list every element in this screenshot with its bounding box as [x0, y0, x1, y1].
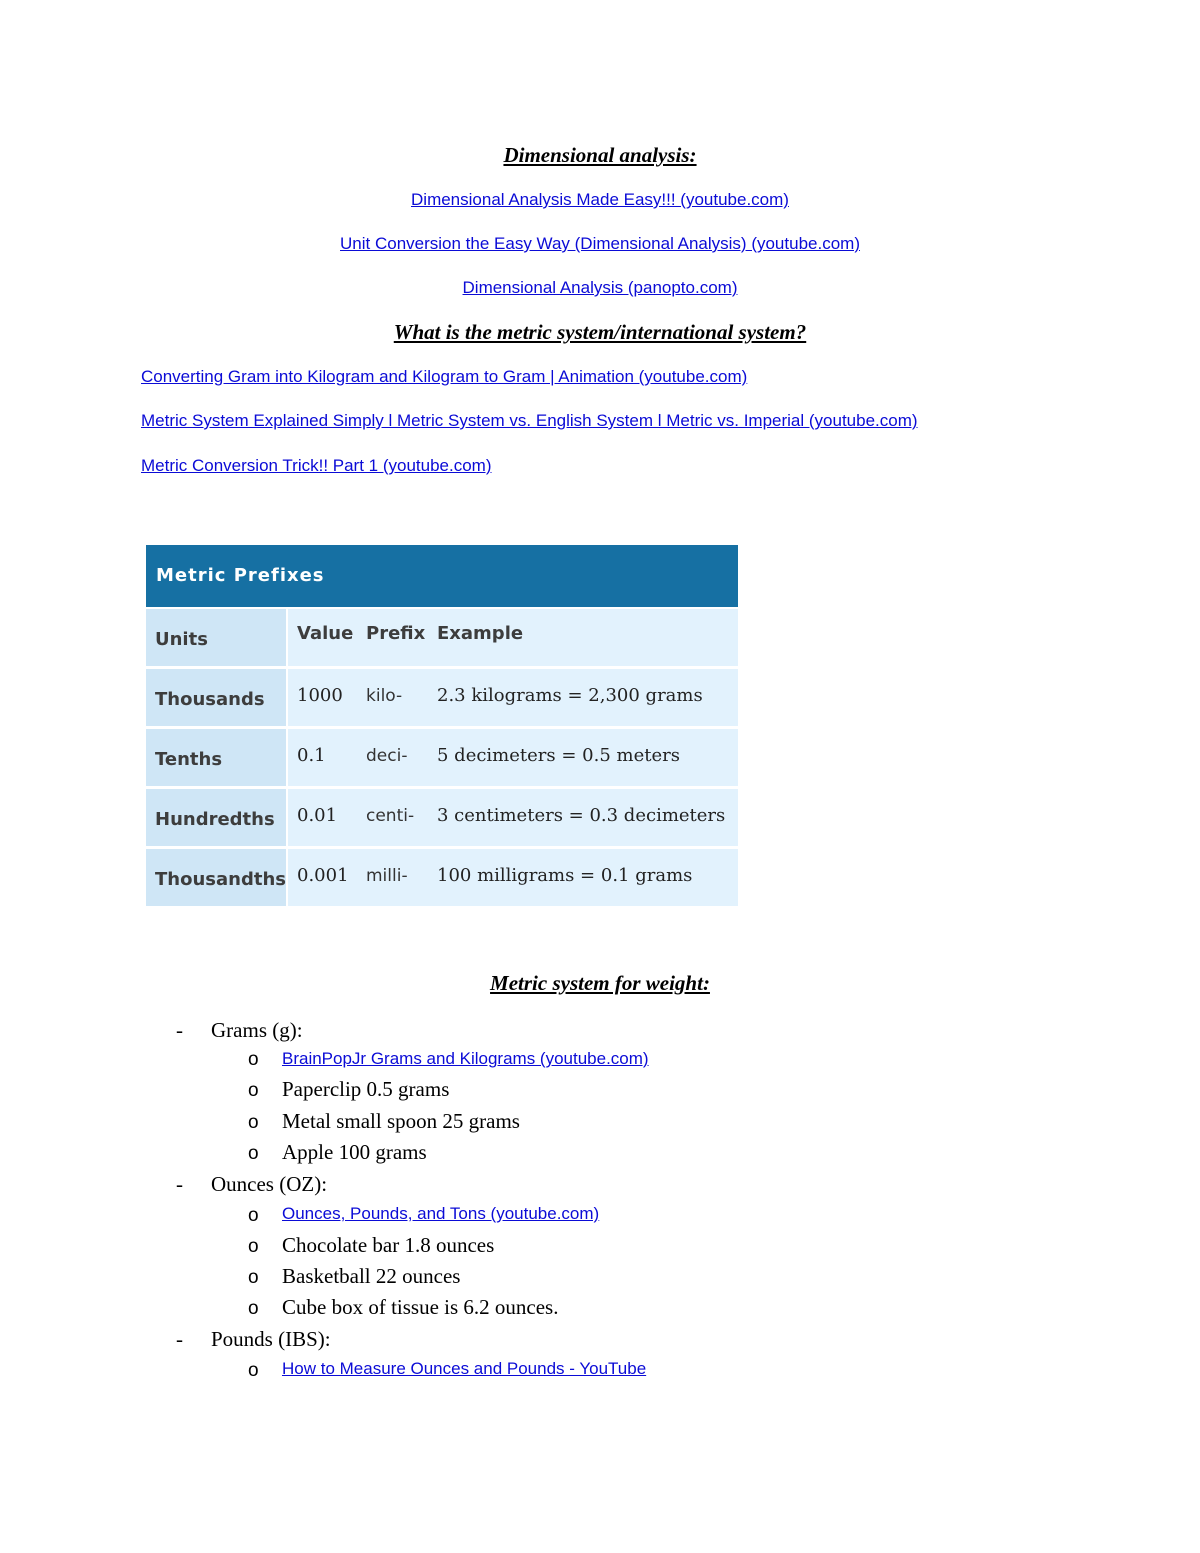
value-cell: 0.01 — [297, 805, 338, 826]
list-item: Basketball 22 ounces — [282, 1264, 461, 1288]
list-item: Cube box of tissue is 6.2 ounces. — [282, 1295, 559, 1319]
list-bullet: o — [248, 1112, 259, 1133]
list-item: Paperclip 0.5 grams — [282, 1077, 450, 1101]
metric-prefixes-table — [146, 545, 738, 907]
link-dimensional-analysis-panopto[interactable]: Dimensional Analysis (panopto.com) — [462, 278, 738, 297]
value-cell: 1000 — [297, 685, 343, 706]
link-unit-conversion-easy-way[interactable]: Unit Conversion the Easy Way (Dimensional Analysis) (youtube.com) — [340, 234, 860, 253]
header-value: Value — [297, 623, 354, 644]
table-row — [146, 789, 738, 846]
list-item: Metal small spoon 25 grams — [282, 1109, 520, 1133]
prefix-cell: deci- — [366, 746, 408, 766]
prefix-cell: centi- — [366, 806, 415, 826]
list-dash: - — [176, 1327, 183, 1351]
unit-cell — [146, 849, 286, 906]
list-bullet: o — [248, 1298, 259, 1319]
unit-cell — [146, 729, 286, 786]
list-item-ounces: Ounces (OZ): — [211, 1172, 328, 1196]
table-row — [146, 849, 738, 906]
list-bullet: o — [248, 1205, 259, 1226]
list-bullet: o — [248, 1080, 259, 1101]
table-row — [146, 669, 738, 726]
unit-label: Thousands — [155, 689, 265, 710]
list-item: Apple 100 grams — [282, 1140, 427, 1164]
example-cell: 3 centimeters = 0.3 decimeters — [437, 805, 726, 826]
table-row — [146, 729, 738, 786]
unit-cell — [146, 669, 286, 726]
list-item-pounds: Pounds (IBS): — [211, 1327, 331, 1351]
list-item: Chocolate bar 1.8 ounces — [282, 1233, 495, 1257]
heading-dimensional-analysis: Dimensional analysis: — [503, 143, 697, 167]
header-units: Units — [155, 629, 208, 650]
list-bullet: o — [248, 1360, 259, 1381]
unit-label: Thousandths — [155, 869, 286, 890]
value-cell: 0.1 — [297, 745, 326, 766]
list-bullet: o — [248, 1049, 259, 1070]
example-cell: 2.3 kilograms = 2,300 grams — [437, 685, 703, 706]
prefix-cell: milli- — [366, 866, 408, 886]
link-metric-system-explained[interactable]: Metric System Explained Simply l Metric System vs. English System l Metric vs. Imperial (youtube.com) — [141, 411, 918, 430]
value-cell: 0.001 — [297, 865, 349, 886]
list-bullet: o — [248, 1267, 259, 1288]
link-metric-conversion-trick[interactable]: Metric Conversion Trick!! Part 1 (youtube.com) — [141, 456, 492, 475]
header-example: Example — [437, 623, 524, 644]
list-dash: - — [176, 1018, 183, 1042]
unit-cell — [146, 789, 286, 846]
heading-metric-weight: Metric system for weight: — [490, 971, 710, 995]
list-item-grams: Grams (g): — [211, 1018, 303, 1042]
unit-label: Hundredths — [155, 809, 275, 830]
example-cell: 100 milligrams = 0.1 grams — [437, 865, 693, 886]
unit-label: Tenths — [155, 749, 223, 770]
link-measure-ounces-pounds[interactable]: How to Measure Ounces and Pounds - YouTube — [282, 1359, 647, 1378]
link-ounces-pounds-tons[interactable]: Ounces, Pounds, and Tons (youtube.com) — [282, 1204, 600, 1223]
header-units-cell — [146, 609, 286, 666]
link-converting-gram-kilogram[interactable]: Converting Gram into Kilogram and Kilogram to Gram | Animation (youtube.com) — [141, 367, 748, 386]
header-prefix: Prefix — [366, 623, 426, 644]
example-cell: 5 decimeters = 0.5 meters — [437, 745, 680, 766]
list-bullet: o — [248, 1236, 259, 1257]
link-dimensional-analysis-made-easy[interactable]: Dimensional Analysis Made Easy!!! (youtube.com) — [411, 190, 789, 209]
list-dash: - — [176, 1172, 183, 1196]
list-bullet: o — [248, 1143, 259, 1164]
table-header-row — [146, 609, 738, 666]
table-title-bar — [146, 545, 738, 607]
heading-metric-system: What is the metric system/international system? — [393, 320, 807, 344]
link-brainpopjr-grams[interactable]: BrainPopJr Grams and Kilograms (youtube.com) — [282, 1049, 649, 1068]
prefix-cell: kilo- — [366, 686, 403, 706]
table-title: Metric Prefixes — [156, 565, 325, 586]
